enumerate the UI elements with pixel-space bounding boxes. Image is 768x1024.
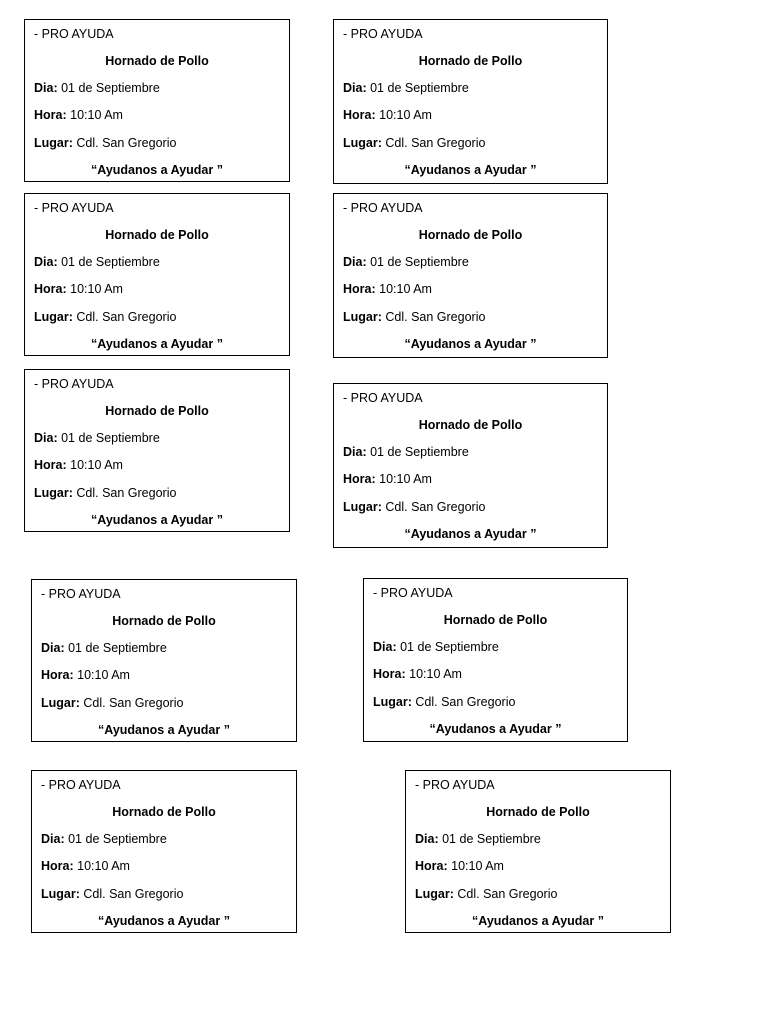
time-label: Hora: bbox=[41, 859, 74, 873]
card-heading: - PRO AYUDA bbox=[343, 391, 423, 405]
card-heading: - PRO AYUDA bbox=[41, 587, 121, 601]
place-label: Lugar: bbox=[34, 486, 73, 500]
date-line bbox=[41, 832, 167, 847]
date-line bbox=[343, 445, 469, 460]
card-slogan: “Ayudanos a Ayudar ” bbox=[404, 163, 537, 177]
date-line bbox=[34, 431, 160, 446]
time-value: 10:10 Am bbox=[70, 458, 123, 472]
card-slogan: “Ayudanos a Ayudar ” bbox=[472, 914, 604, 928]
date-value: 01 de Septiembre bbox=[400, 640, 499, 654]
date-value: 01 de Septiembre bbox=[370, 81, 469, 95]
date-line bbox=[373, 640, 499, 655]
date-label: Dia: bbox=[415, 832, 439, 846]
place-value: Cdl. San Gregorio bbox=[76, 136, 177, 150]
place-label: Lugar: bbox=[343, 136, 382, 150]
place-line bbox=[41, 887, 183, 902]
time-line bbox=[373, 667, 462, 682]
time-value: 10:10 Am bbox=[379, 472, 432, 486]
card-slogan: “Ayudanos a Ayudar ” bbox=[404, 527, 537, 541]
place-label: Lugar: bbox=[34, 310, 73, 324]
place-line bbox=[34, 310, 176, 325]
time-value: 10:10 Am bbox=[77, 668, 130, 682]
date-label: Dia: bbox=[343, 255, 367, 269]
place-line bbox=[343, 500, 485, 515]
time-value: 10:10 Am bbox=[70, 108, 123, 122]
flyer-card bbox=[24, 193, 290, 356]
flyer-card bbox=[31, 579, 297, 742]
time-label: Hora: bbox=[415, 859, 448, 873]
date-label: Dia: bbox=[34, 431, 58, 445]
card-slogan: “Ayudanos a Ayudar ” bbox=[98, 723, 230, 737]
time-line bbox=[343, 472, 432, 487]
card-slogan: “Ayudanos a Ayudar ” bbox=[91, 163, 223, 177]
time-label: Hora: bbox=[34, 108, 67, 122]
date-value: 01 de Septiembre bbox=[61, 255, 160, 269]
time-line bbox=[41, 668, 130, 683]
place-value: Cdl. San Gregorio bbox=[83, 887, 184, 901]
time-value: 10:10 Am bbox=[451, 859, 504, 873]
date-label: Dia: bbox=[373, 640, 397, 654]
date-label: Dia: bbox=[34, 255, 58, 269]
card-title: Hornado de Pollo bbox=[105, 404, 209, 418]
card-heading: - PRO AYUDA bbox=[34, 201, 114, 215]
place-line bbox=[343, 136, 485, 151]
flyer-card bbox=[363, 578, 628, 742]
card-title: Hornado de Pollo bbox=[486, 805, 590, 819]
card-heading: - PRO AYUDA bbox=[343, 201, 423, 215]
date-label: Dia: bbox=[41, 641, 65, 655]
date-label: Dia: bbox=[343, 81, 367, 95]
card-slogan: “Ayudanos a Ayudar ” bbox=[98, 914, 230, 928]
card-slogan: “Ayudanos a Ayudar ” bbox=[91, 513, 223, 527]
place-label: Lugar: bbox=[41, 696, 80, 710]
card-slogan: “Ayudanos a Ayudar ” bbox=[429, 722, 562, 736]
place-value: Cdl. San Gregorio bbox=[457, 887, 558, 901]
time-line bbox=[34, 108, 123, 123]
date-value: 01 de Septiembre bbox=[442, 832, 541, 846]
time-label: Hora: bbox=[373, 667, 406, 681]
time-label: Hora: bbox=[34, 458, 67, 472]
card-slogan: “Ayudanos a Ayudar ” bbox=[91, 337, 223, 351]
place-line bbox=[343, 310, 485, 325]
place-label: Lugar: bbox=[343, 500, 382, 514]
date-label: Dia: bbox=[34, 81, 58, 95]
time-line bbox=[415, 859, 504, 874]
date-line bbox=[343, 81, 469, 96]
time-label: Hora: bbox=[343, 472, 376, 486]
date-line bbox=[34, 255, 160, 270]
time-label: Hora: bbox=[41, 668, 74, 682]
time-label: Hora: bbox=[343, 282, 376, 296]
card-slogan: “Ayudanos a Ayudar ” bbox=[404, 337, 537, 351]
time-value: 10:10 Am bbox=[379, 108, 432, 122]
flyer-card bbox=[333, 383, 608, 548]
time-value: 10:10 Am bbox=[77, 859, 130, 873]
card-title: Hornado de Pollo bbox=[418, 54, 523, 68]
place-value: Cdl. San Gregorio bbox=[385, 136, 486, 150]
flyer-card bbox=[333, 19, 608, 184]
place-label: Lugar: bbox=[34, 136, 73, 150]
place-value: Cdl. San Gregorio bbox=[83, 696, 184, 710]
place-line bbox=[373, 695, 515, 710]
place-label: Lugar: bbox=[373, 695, 412, 709]
place-line bbox=[415, 887, 557, 902]
date-value: 01 de Septiembre bbox=[61, 81, 160, 95]
date-label: Dia: bbox=[41, 832, 65, 846]
place-label: Lugar: bbox=[41, 887, 80, 901]
place-line bbox=[41, 696, 183, 711]
place-line bbox=[34, 136, 176, 151]
place-value: Cdl. San Gregorio bbox=[415, 695, 516, 709]
place-label: Lugar: bbox=[343, 310, 382, 324]
date-line bbox=[34, 81, 160, 96]
date-line bbox=[41, 641, 167, 656]
card-heading: - PRO AYUDA bbox=[41, 778, 121, 792]
card-title: Hornado de Pollo bbox=[112, 805, 216, 819]
date-line bbox=[415, 832, 541, 847]
card-title: Hornado de Pollo bbox=[105, 54, 209, 68]
card-heading: - PRO AYUDA bbox=[415, 778, 495, 792]
place-value: Cdl. San Gregorio bbox=[76, 310, 177, 324]
card-title: Hornado de Pollo bbox=[418, 228, 523, 242]
card-title: Hornado de Pollo bbox=[105, 228, 209, 242]
date-value: 01 de Septiembre bbox=[370, 445, 469, 459]
time-line bbox=[34, 458, 123, 473]
flyer-card bbox=[405, 770, 671, 933]
time-value: 10:10 Am bbox=[409, 667, 462, 681]
flyer-card bbox=[24, 369, 290, 532]
card-title: Hornado de Pollo bbox=[112, 614, 216, 628]
time-value: 10:10 Am bbox=[379, 282, 432, 296]
card-title: Hornado de Pollo bbox=[418, 418, 523, 432]
place-line bbox=[34, 486, 176, 501]
date-value: 01 de Septiembre bbox=[370, 255, 469, 269]
card-heading: - PRO AYUDA bbox=[343, 27, 423, 41]
date-label: Dia: bbox=[343, 445, 367, 459]
time-line bbox=[343, 108, 432, 123]
time-value: 10:10 Am bbox=[70, 282, 123, 296]
card-heading: - PRO AYUDA bbox=[34, 27, 114, 41]
place-value: Cdl. San Gregorio bbox=[385, 500, 486, 514]
date-value: 01 de Septiembre bbox=[68, 832, 167, 846]
place-value: Cdl. San Gregorio bbox=[385, 310, 486, 324]
date-line bbox=[343, 255, 469, 270]
place-label: Lugar: bbox=[415, 887, 454, 901]
time-label: Hora: bbox=[34, 282, 67, 296]
time-line bbox=[34, 282, 123, 297]
time-label: Hora: bbox=[343, 108, 376, 122]
card-title: Hornado de Pollo bbox=[443, 613, 548, 627]
flyer-card bbox=[31, 770, 297, 933]
time-line bbox=[41, 859, 130, 874]
card-heading: - PRO AYUDA bbox=[34, 377, 114, 391]
date-value: 01 de Septiembre bbox=[61, 431, 160, 445]
card-heading: - PRO AYUDA bbox=[373, 586, 453, 600]
flyer-card bbox=[24, 19, 290, 182]
flyer-card bbox=[333, 193, 608, 358]
time-line bbox=[343, 282, 432, 297]
place-value: Cdl. San Gregorio bbox=[76, 486, 177, 500]
date-value: 01 de Septiembre bbox=[68, 641, 167, 655]
